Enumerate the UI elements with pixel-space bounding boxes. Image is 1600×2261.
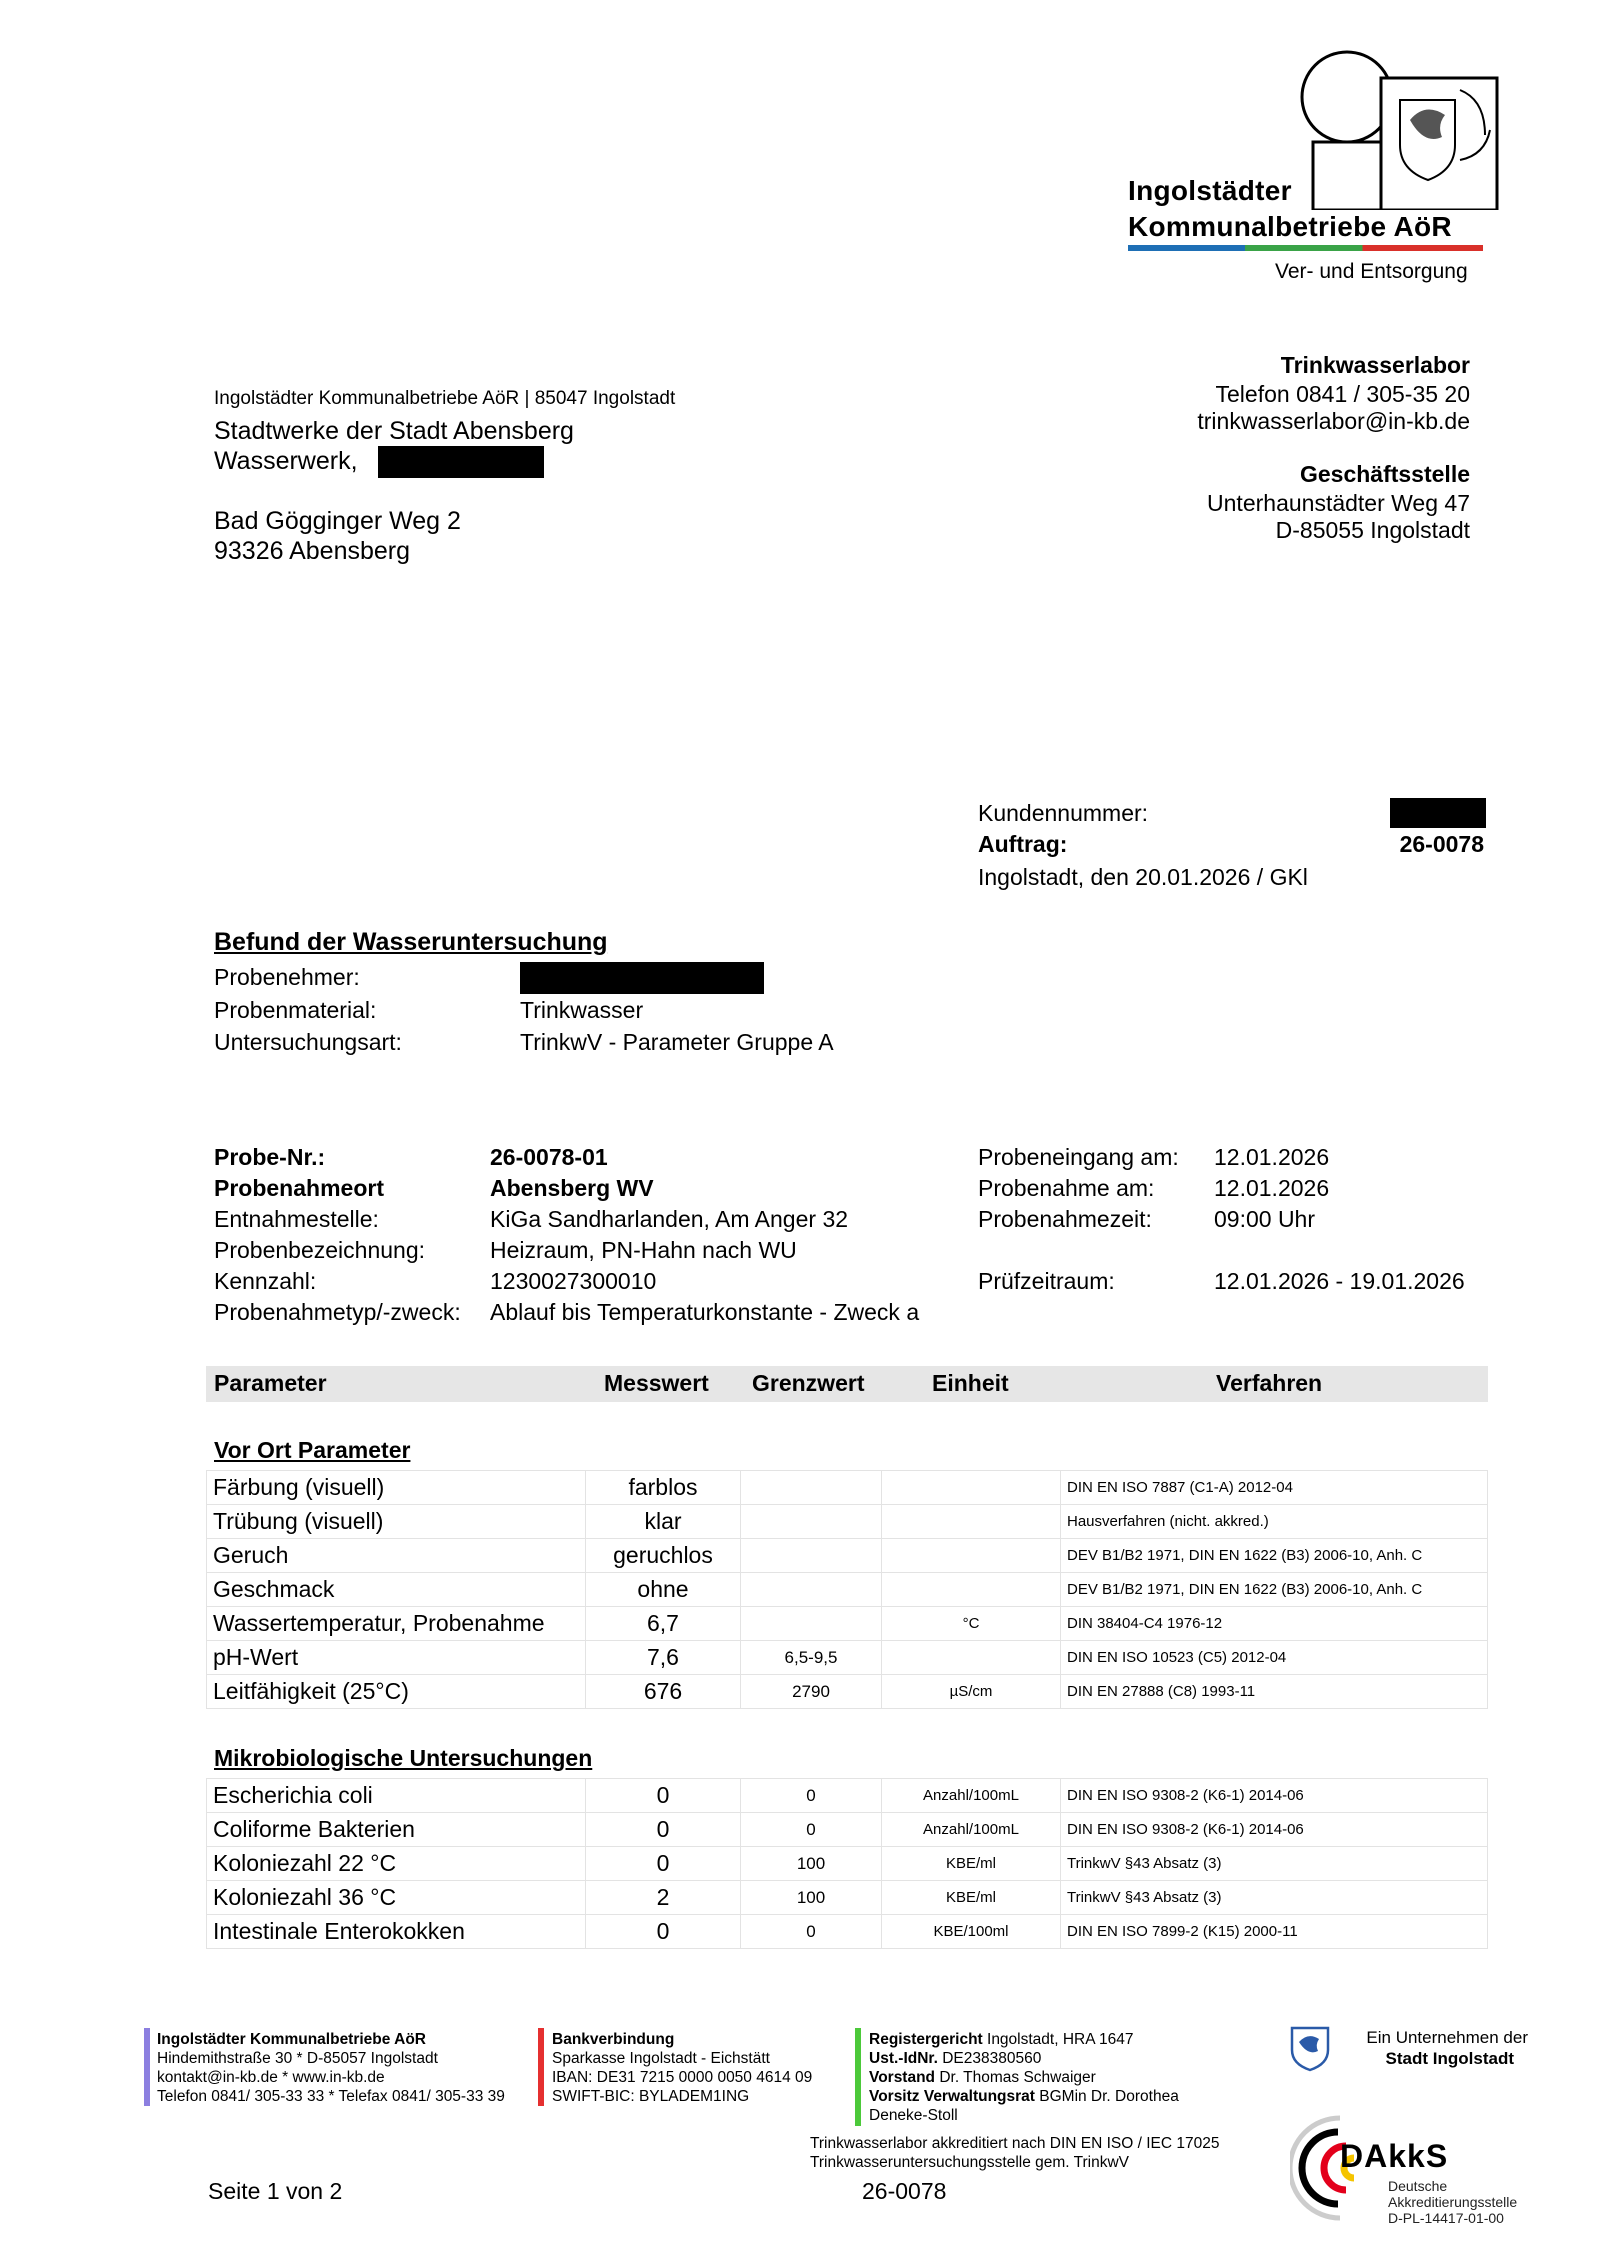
micro-rows (207, 1779, 1488, 1949)
cell-value: 0 (586, 1847, 741, 1881)
cell-parameter: Geschmack (207, 1573, 586, 1607)
cell-unit (882, 1641, 1061, 1675)
test-type-value: TrinkwV - Parameter Gruppe A (520, 1029, 834, 1055)
company-logo-mark (1300, 50, 1500, 210)
cell-method: TrinkwV §43 Absatz (3) (1061, 1847, 1488, 1881)
dakks-name: DAkkS (1340, 2138, 1449, 2174)
accreditation-line1: Trinkwasserlabor akkreditiert nach DIN EN ISO / IEC 17025 (810, 2135, 1220, 2152)
material-value: Trinkwasser (520, 997, 644, 1023)
cell-method: DEV B1/B2 1971, DIN EN 1622 (B3) 2006-10, Anh. C (1061, 1539, 1488, 1573)
table-row (207, 1675, 1488, 1709)
order-label: Auftrag: (978, 831, 1068, 857)
header-method: Verfahren (1216, 1370, 1323, 1396)
recipient-line2: Wasserwerk, (214, 447, 358, 475)
micro-section-title: Mikrobiologische Untersuchungen (214, 1745, 593, 1771)
footer-bank (552, 2030, 812, 2106)
footer-bank-title: Bankverbindung (552, 2031, 675, 2048)
cell-unit: KBE/ml (882, 1881, 1061, 1915)
accreditation-line2: Trinkwasseruntersuchungsstelle gem. TrinkwV (810, 2154, 1130, 2171)
logo-text-line1: Ingolstädter (1128, 175, 1292, 206)
material-label: Probenmaterial: (214, 997, 377, 1023)
office-title: Geschäftsstelle (1299, 461, 1470, 487)
cell-method: DIN 38404-C4 1976-12 (1061, 1607, 1488, 1641)
sample-desc-value: Heizraum, PN-Hahn nach WU (490, 1237, 797, 1263)
logo-text-line2: Kommunalbetriebe AöR (1128, 211, 1452, 242)
lab-phone: Telefon 0841 / 305-35 20 (1215, 381, 1470, 407)
cell-parameter: Wassertemperatur, Probenahme (207, 1607, 586, 1641)
footer-board-label: Vorstand (869, 2069, 936, 2086)
footer-register-court-label: Registergericht (869, 2031, 983, 2048)
cell-unit: Anzahl/100mL (882, 1779, 1061, 1813)
sample-code-label: Kennzahl: (214, 1268, 317, 1294)
cell-limit (741, 1573, 882, 1607)
footer-chair-label: Vorsitz Verwaltungsrat (869, 2088, 1035, 2105)
page-number: Seite 1 von 2 (208, 2178, 343, 2204)
cell-limit (741, 1471, 882, 1505)
footer-company-address: Hindemithstraße 30 * D-85057 Ingolstadt (157, 2050, 438, 2067)
cell-unit (882, 1471, 1061, 1505)
footer-register (869, 2030, 1179, 2125)
cell-unit: °C (882, 1607, 1061, 1641)
dakks-line1: Deutsche (1388, 2178, 1448, 2194)
footer-bar-register (855, 2028, 861, 2126)
cell-unit: µS/cm (882, 1675, 1061, 1709)
table-row (207, 1471, 1488, 1505)
table-row (207, 1881, 1488, 1915)
cell-unit: KBE/100ml (882, 1915, 1061, 1949)
cell-limit: 0 (741, 1915, 882, 1949)
cell-parameter: Geruch (207, 1539, 586, 1573)
cell-limit (741, 1607, 882, 1641)
cell-unit (882, 1539, 1061, 1573)
cell-parameter: pH-Wert (207, 1641, 586, 1675)
dakks-line2: Akkreditierungsstelle (1388, 2194, 1518, 2210)
cell-limit: 6,5-9,5 (741, 1641, 882, 1675)
footer-accreditation (810, 2134, 1219, 2172)
table-row (207, 1915, 1488, 1949)
recipient-city: 93326 Abensberg (214, 537, 411, 565)
recipient-street: Bad Gögginger Weg 2 (214, 507, 461, 535)
footer-chair-cont: Deneke-Stoll (869, 2107, 958, 2124)
cell-method: DIN EN ISO 9308-2 (K6-1) 2014-06 (1061, 1779, 1488, 1813)
cell-limit: 2790 (741, 1675, 882, 1709)
table-row (207, 1539, 1488, 1573)
onsite-rows (207, 1471, 1488, 1709)
sample-site-value: Abensberg WV (490, 1175, 654, 1201)
footer-chair: BGMin Dr. Dorothea (1034, 2088, 1179, 2105)
footer-bar-bank (538, 2028, 544, 2106)
footer-company-title: Ingolstädter Kommunalbetriebe AöR (157, 2031, 426, 2048)
cell-method: TrinkwV §43 Absatz (3) (1061, 1881, 1488, 1915)
cell-parameter: Escherichia coli (207, 1779, 586, 1813)
cell-value: 676 (586, 1675, 741, 1709)
header-unit: Einheit (932, 1370, 1009, 1396)
sample-time-value: 09:00 Uhr (1214, 1206, 1316, 1232)
office-street: Unterhaunstädter Weg 47 (1207, 490, 1470, 516)
city-company-line2: Stadt Ingolstadt (1385, 2049, 1514, 2068)
sample-desc-label: Probenbezeichnung: (214, 1237, 425, 1263)
table-row (207, 1847, 1488, 1881)
cell-method: DIN EN ISO 7887 (C1-A) 2012-04 (1061, 1471, 1488, 1505)
cell-method: Hausverfahren (nicht. akkred.) (1061, 1505, 1488, 1539)
dakks-text (1388, 2178, 1517, 2226)
table-row (207, 1813, 1488, 1847)
sample-no-label: Probe-Nr.: (214, 1144, 326, 1170)
logo-tagline: Ver- und Entsorgung (1275, 260, 1468, 283)
cell-value: 6,7 (586, 1607, 741, 1641)
footer-doc-number: 26-0078 (862, 2178, 947, 2204)
city-coat-of-arms-icon (1290, 2026, 1330, 2072)
order-number: 26-0078 (1399, 831, 1484, 857)
receipt-value: 12.01.2026 (1214, 1144, 1330, 1170)
recipient-line1: Stadtwerke der Stadt Abensberg (214, 417, 574, 445)
place-date: Ingolstadt, den 20.01.2026 / GKl (978, 864, 1308, 890)
header-parameter: Parameter (214, 1370, 327, 1396)
sample-purpose-value: Ablauf bis Temperaturkonstante - Zweck a (490, 1299, 920, 1325)
cell-parameter: Koloniezahl 36 °C (207, 1881, 586, 1915)
cell-method: DIN EN ISO 9308-2 (K6-1) 2014-06 (1061, 1813, 1488, 1847)
cell-value: 0 (586, 1813, 741, 1847)
footer-bar-company (144, 2028, 150, 2106)
cell-value: 0 (586, 1779, 741, 1813)
cell-method: DEV B1/B2 1971, DIN EN 1622 (B3) 2006-10, Anh. C (1061, 1573, 1488, 1607)
cell-limit (741, 1539, 882, 1573)
dakks-line3: D-PL-14417-01-00 (1388, 2210, 1504, 2226)
receipt-label: Probeneingang am: (978, 1144, 1179, 1170)
cell-value: farblos (586, 1471, 741, 1505)
city-company-line1: Ein Unternehmen der (1366, 2028, 1528, 2047)
micro-table (206, 1778, 1488, 1949)
sample-site-label: Probenahmeort (214, 1175, 384, 1201)
cell-value: klar (586, 1505, 741, 1539)
cell-method: DIN EN ISO 10523 (C5) 2012-04 (1061, 1641, 1488, 1675)
office-city: D-85055 Ingolstadt (1275, 517, 1470, 543)
cell-parameter: Leitfähigkeit (25°C) (207, 1675, 586, 1709)
sampled-value: 12.01.2026 (1214, 1175, 1330, 1201)
customer-number-label: Kundennummer: (978, 800, 1149, 826)
footer-register-court: Ingolstadt, HRA 1647 (982, 2031, 1134, 2048)
onsite-section-title: Vor Ort Parameter (214, 1437, 411, 1463)
table-row (207, 1641, 1488, 1675)
table-row (207, 1607, 1488, 1641)
cell-unit: Anzahl/100mL (882, 1813, 1061, 1847)
cell-parameter: Intestinale Enterokokken (207, 1915, 586, 1949)
cell-limit (741, 1505, 882, 1539)
test-type-label: Untersuchungsart: (214, 1029, 402, 1055)
sample-point-value: KiGa Sandharlanden, Am Anger 32 (490, 1206, 849, 1232)
cell-parameter: Coliforme Bakterien (207, 1813, 586, 1847)
footer-bank-bic: SWIFT-BIC: BYLADEM1ING (552, 2088, 750, 2105)
cell-limit: 0 (741, 1813, 882, 1847)
cell-unit: KBE/ml (882, 1847, 1061, 1881)
header-limit: Grenzwert (752, 1370, 865, 1396)
sample-code-value: 1230027300010 (490, 1268, 657, 1294)
footer-board: Dr. Thomas Schwaiger (935, 2069, 1096, 2086)
cell-value: geruchlos (586, 1539, 741, 1573)
table-row (207, 1573, 1488, 1607)
cell-value: ohne (586, 1573, 741, 1607)
footer-vat: DE238380560 (937, 2050, 1042, 2067)
test-period-label: Prüfzeitraum: (978, 1268, 1115, 1294)
logo-color-bar (1128, 245, 1483, 251)
sender-line: Ingolstädter Kommunalbetriebe AöR | 85047 Ingolstadt (214, 388, 676, 409)
redacted-customer-number (1390, 798, 1486, 828)
lab-title: Trinkwasserlabor (1280, 352, 1470, 378)
sample-time-label: Probenahmezeit: (978, 1206, 1152, 1232)
footer-bank-name: Sparkasse Ingolstadt - Eichstätt (552, 2050, 770, 2067)
footer-company (157, 2030, 505, 2106)
cell-value: 2 (586, 1881, 741, 1915)
redacted-recipient-name (378, 446, 544, 478)
lab-email: trinkwasserlabor@in-kb.de (1197, 408, 1470, 434)
test-period-value: 12.01.2026 - 19.01.2026 (1214, 1268, 1465, 1294)
report-title: Befund der Wasseruntersuchung (214, 928, 608, 956)
redacted-sampler (520, 962, 764, 994)
table-row (207, 1779, 1488, 1813)
cell-method: DIN EN ISO 7899-2 (K15) 2000-11 (1061, 1915, 1488, 1949)
cell-value: 0 (586, 1915, 741, 1949)
footer-bank-iban: IBAN: DE31 7215 0000 0050 4614 09 (552, 2069, 813, 2086)
cell-limit: 100 (741, 1881, 882, 1915)
header-value: Messwert (604, 1370, 709, 1396)
footer-company-phone: Telefon 0841/ 305-33 33 * Telefax 0841/ 305-33 39 (157, 2088, 505, 2105)
cell-value: 7,6 (586, 1641, 741, 1675)
footer-vat-label: Ust.-IdNr. (869, 2050, 938, 2067)
cell-method: DIN EN 27888 (C8) 1993-11 (1061, 1675, 1488, 1709)
cell-parameter: Färbung (visuell) (207, 1471, 586, 1505)
sample-point-label: Entnahmestelle: (214, 1206, 379, 1232)
onsite-table (206, 1470, 1488, 1709)
sampler-label: Probenehmer: (214, 964, 360, 990)
cell-parameter: Koloniezahl 22 °C (207, 1847, 586, 1881)
sample-purpose-label: Probenahmetyp/-zweck: (214, 1299, 461, 1325)
cell-limit: 0 (741, 1779, 882, 1813)
sampled-label: Probenahme am: (978, 1175, 1155, 1201)
table-row (207, 1505, 1488, 1539)
cell-limit: 100 (741, 1847, 882, 1881)
cell-parameter: Trübung (visuell) (207, 1505, 586, 1539)
cell-unit (882, 1505, 1061, 1539)
cell-unit (882, 1573, 1061, 1607)
sample-no-value: 26-0078-01 (490, 1144, 608, 1170)
footer-company-web: kontakt@in-kb.de * www.in-kb.de (157, 2069, 385, 2086)
